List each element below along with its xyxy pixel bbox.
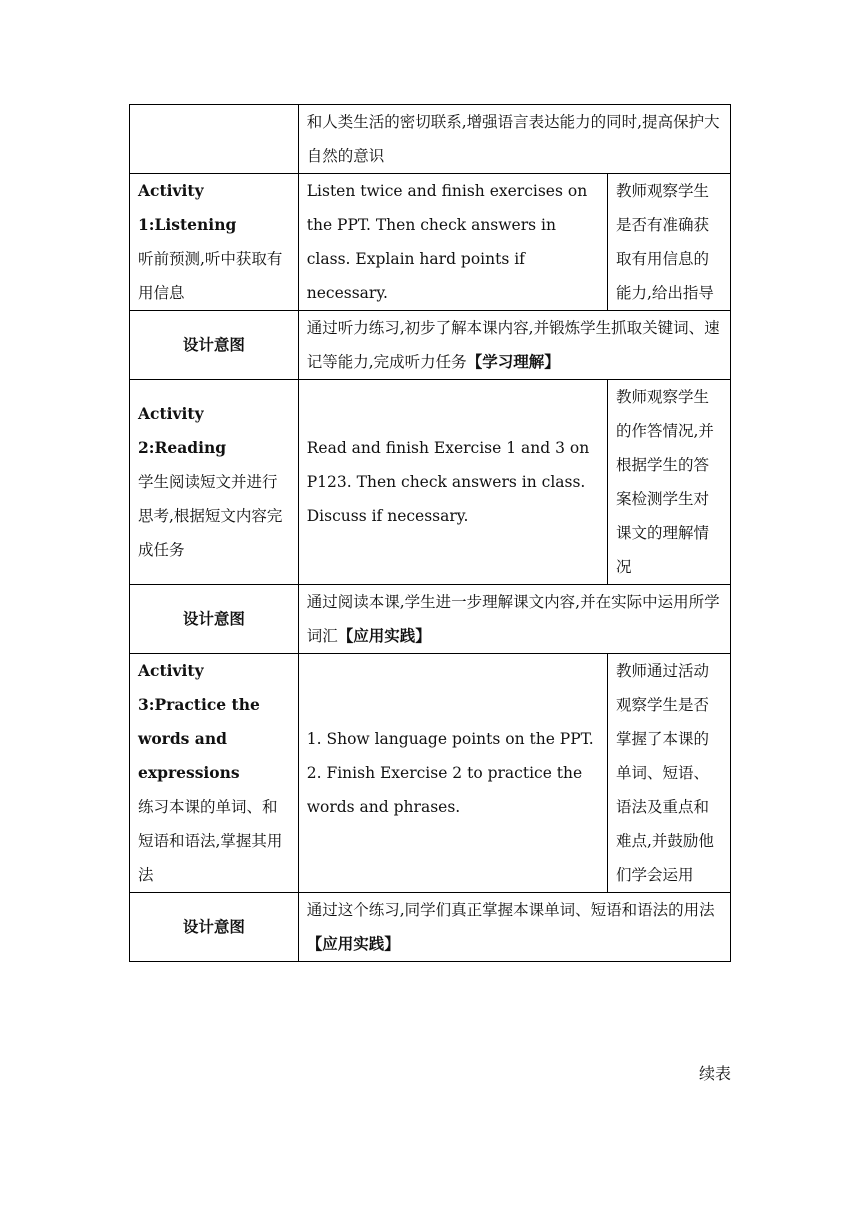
table-row bbox=[130, 311, 731, 380]
procedure-text: Read and finish Exercise 1 and 3 on P123. Then check answers in class. Discuss if necessary. bbox=[306, 439, 590, 525]
procedure-cell bbox=[298, 174, 607, 311]
activity-title: Activity 2:Reading bbox=[138, 404, 227, 457]
procedure-step: 2. Finish Exercise 2 to practice the words and phrases. bbox=[306, 764, 583, 816]
design-intent-text: 通过这个练习,同学们真正掌握本课单词、短语和语法的用法 bbox=[306, 901, 715, 919]
activity-description: 听前预测,听中获取有用信息 bbox=[138, 250, 283, 302]
design-intent-cell bbox=[298, 311, 730, 380]
design-intent-tag: 【学习理解】 bbox=[466, 352, 560, 371]
empty-cell bbox=[130, 105, 299, 174]
assessment-cell: 教师通过活动观察学生是否掌握了本课的单词、短语、语法及重点和难点,并鼓励他们学会运用 bbox=[607, 654, 730, 893]
lesson-plan-table bbox=[129, 104, 731, 962]
table-row bbox=[130, 105, 731, 174]
table-row bbox=[130, 893, 731, 962]
procedure-cell bbox=[298, 380, 607, 585]
design-intent-label: 设计意图 bbox=[130, 311, 299, 380]
design-intent-text: 通过听力练习,初步了解本课内容,并锻炼学生抓取关键词、速记等能力,完成听力任务 bbox=[306, 319, 720, 371]
activity-description: 练习本课的单词、和短语和语法,掌握其用法 bbox=[138, 798, 283, 884]
table-row bbox=[130, 174, 731, 311]
activity-title: Activity 1:Listening bbox=[138, 181, 237, 234]
assessment-cell: 教师观察学生是否有准确获取有用信息的能力,给出指导 bbox=[607, 174, 730, 311]
table-row bbox=[130, 585, 731, 654]
procedure-step: 1. Show language points on the PPT. bbox=[306, 730, 594, 748]
design-intent-tag: 【应用实践】 bbox=[337, 626, 431, 645]
design-intent-label: 设计意图 bbox=[130, 585, 299, 654]
table-row bbox=[130, 380, 731, 585]
design-intent-text: 通过阅读本课,学生进一步理解课文内容,并在实际中运用所学词汇 bbox=[306, 593, 720, 645]
table-row bbox=[130, 654, 731, 893]
procedure-cell bbox=[298, 654, 607, 893]
activity-cell bbox=[130, 174, 299, 311]
design-intent-cell bbox=[298, 585, 730, 654]
continued-label: 续表 bbox=[698, 1064, 731, 1083]
activity-cell bbox=[130, 654, 299, 893]
intro-text-cell: 和人类生活的密切联系,增强语言表达能力的同时,提高保护大自然的意识 bbox=[298, 105, 730, 174]
procedure-text: Listen twice and finish exercises on the PPT. Then check answers in class. Explain hard points if necessary. bbox=[306, 182, 588, 302]
activity-title: Activity 3:Practice the words and expressions bbox=[138, 661, 260, 782]
design-intent-label: 设计意图 bbox=[130, 893, 299, 962]
design-intent-cell bbox=[298, 893, 730, 962]
activity-description: 学生阅读短文并进行思考,根据短文内容完成任务 bbox=[138, 473, 283, 559]
activity-cell bbox=[130, 380, 299, 585]
assessment-cell: 教师观察学生的作答情况,并根据学生的答案检测学生对课文的理解情况 bbox=[607, 380, 730, 585]
design-intent-tag: 【应用实践】 bbox=[306, 934, 400, 953]
